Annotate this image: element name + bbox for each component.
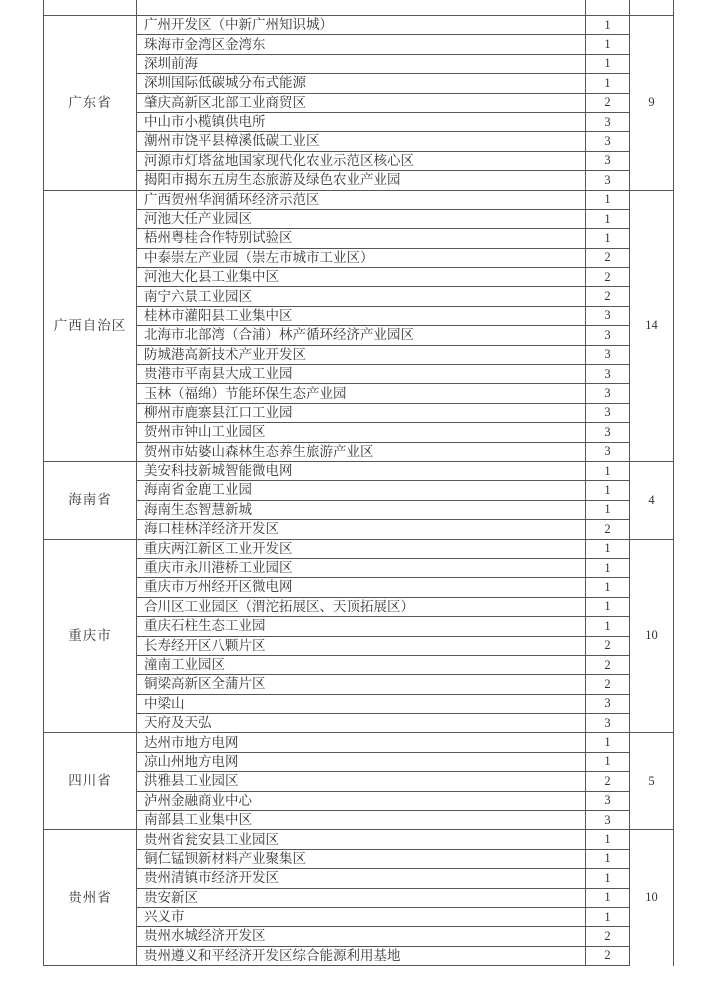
park-name-cell: 重庆石柱生态工业园 bbox=[137, 617, 586, 636]
table-row bbox=[44, 636, 674, 655]
park-name-cell: 海南生态智慧新城 bbox=[137, 500, 586, 519]
province-cell: 广西自治区 bbox=[44, 190, 137, 461]
batch-number-cell: 1 bbox=[586, 907, 630, 926]
park-name-cell: 柳州市鹿寨县江口工业园 bbox=[137, 403, 586, 422]
cutoff-top-cell bbox=[137, 0, 586, 16]
batch-number-cell: 1 bbox=[586, 617, 630, 636]
table-row bbox=[44, 306, 674, 325]
batch-number-cell: 1 bbox=[586, 830, 630, 849]
park-name-cell: 重庆市万州经开区微电网 bbox=[137, 578, 586, 597]
park-name-cell: 贵州水城经济开发区 bbox=[137, 927, 586, 946]
batch-number-cell: 3 bbox=[586, 345, 630, 364]
park-name-cell: 深圳前海 bbox=[137, 54, 586, 73]
park-name-cell: 深圳国际低碳城分布式能源 bbox=[137, 74, 586, 93]
table-row bbox=[44, 675, 674, 694]
province-cell: 贵州省 bbox=[44, 830, 137, 966]
table-row bbox=[44, 617, 674, 636]
batch-number-cell: 1 bbox=[586, 74, 630, 93]
table-row bbox=[44, 830, 674, 849]
park-name-cell: 达州市地方电网 bbox=[137, 733, 586, 752]
table-row bbox=[44, 248, 674, 267]
batch-number-cell: 3 bbox=[586, 403, 630, 422]
park-name-cell: 河源市灯塔盆地国家现代化农业示范区核心区 bbox=[137, 151, 586, 170]
table-row bbox=[44, 791, 674, 810]
park-name-cell: 重庆两江新区工业开发区 bbox=[137, 539, 586, 558]
batch-number-cell: 2 bbox=[586, 636, 630, 655]
park-name-cell: 潮州市饶平县樟溪低碳工业区 bbox=[137, 132, 586, 151]
table-row bbox=[44, 597, 674, 616]
batch-number-cell: 1 bbox=[586, 54, 630, 73]
table-row bbox=[44, 869, 674, 888]
table-row bbox=[44, 423, 674, 442]
park-name-cell: 凉山州地方电网 bbox=[137, 752, 586, 771]
park-name-cell: 美安科技新城智能微电网 bbox=[137, 461, 586, 480]
batch-number-cell: 3 bbox=[586, 423, 630, 442]
province-total-cell: 14 bbox=[630, 190, 674, 461]
park-name-cell: 中泰崇左产业园（崇左市城市工业区） bbox=[137, 248, 586, 267]
park-name-cell: 广州开发区（中新广州知识城） bbox=[137, 16, 586, 35]
table-row bbox=[44, 772, 674, 791]
table-body bbox=[44, 0, 674, 966]
batch-number-cell: 2 bbox=[586, 287, 630, 306]
province-total-cell: 10 bbox=[630, 539, 674, 733]
batch-number-cell: 2 bbox=[586, 520, 630, 539]
table-row bbox=[44, 326, 674, 345]
park-name-cell: 海口桂林洋经济开发区 bbox=[137, 520, 586, 539]
batch-number-cell: 1 bbox=[586, 35, 630, 54]
table-row bbox=[44, 268, 674, 287]
table-row bbox=[44, 403, 674, 422]
table-row bbox=[44, 190, 674, 209]
batch-number-cell: 2 bbox=[586, 248, 630, 267]
table-row bbox=[44, 520, 674, 539]
table-row bbox=[44, 888, 674, 907]
batch-number-cell: 1 bbox=[586, 500, 630, 519]
table-row bbox=[44, 481, 674, 500]
table-row bbox=[44, 151, 674, 170]
batch-number-cell: 3 bbox=[586, 791, 630, 810]
park-name-cell: 贵安新区 bbox=[137, 888, 586, 907]
park-name-cell: 洪雅县工业园区 bbox=[137, 772, 586, 791]
park-name-cell: 贵州省瓮安县工业园区 bbox=[137, 830, 586, 849]
batch-number-cell: 1 bbox=[586, 558, 630, 577]
park-name-cell: 海南省金鹿工业园 bbox=[137, 481, 586, 500]
park-name-cell: 梧州粤桂合作特别试验区 bbox=[137, 229, 586, 248]
cutoff-top-row bbox=[44, 0, 674, 16]
batch-number-cell: 3 bbox=[586, 384, 630, 403]
table-row bbox=[44, 733, 674, 752]
park-name-cell: 兴义市 bbox=[137, 907, 586, 926]
park-name-cell: 贺州市钟山工业园区 bbox=[137, 423, 586, 442]
park-name-cell: 铜仁锰钡新材料产业聚集区 bbox=[137, 849, 586, 868]
batch-number-cell: 1 bbox=[586, 752, 630, 771]
batch-number-cell: 2 bbox=[586, 655, 630, 674]
batch-number-cell: 3 bbox=[586, 171, 630, 190]
park-name-cell: 揭阳市揭东五房生态旅游及绿色农业产业园 bbox=[137, 171, 586, 190]
cutoff-top-cell bbox=[44, 0, 137, 16]
batch-number-cell: 2 bbox=[586, 675, 630, 694]
table-row bbox=[44, 384, 674, 403]
table-row bbox=[44, 54, 674, 73]
batch-number-cell: 2 bbox=[586, 772, 630, 791]
cutoff-top-cell bbox=[630, 0, 674, 16]
table-row bbox=[44, 946, 674, 965]
table-row bbox=[44, 112, 674, 131]
park-name-cell: 广西贺州华润循环经济示范区 bbox=[137, 190, 586, 209]
park-name-cell: 合川区工业园区（渭沱拓展区、天顶拓展区） bbox=[137, 597, 586, 616]
province-cell: 广东省 bbox=[44, 16, 137, 191]
park-name-cell: 天府及天弘 bbox=[137, 714, 586, 733]
table-row bbox=[44, 811, 674, 830]
park-name-cell: 桂林市灌阳县工业集中区 bbox=[137, 306, 586, 325]
park-name-cell: 贵州遵义和平经济开发区综合能源利用基地 bbox=[137, 946, 586, 965]
park-name-cell: 南部县工业集中区 bbox=[137, 811, 586, 830]
batch-number-cell: 3 bbox=[586, 151, 630, 170]
batch-number-cell: 1 bbox=[586, 539, 630, 558]
province-parks-table bbox=[43, 0, 674, 966]
table-row bbox=[44, 558, 674, 577]
batch-number-cell: 3 bbox=[586, 811, 630, 830]
table-row bbox=[44, 539, 674, 558]
batch-number-cell: 1 bbox=[586, 578, 630, 597]
table-row bbox=[44, 345, 674, 364]
province-cell: 四川省 bbox=[44, 733, 137, 830]
table-row bbox=[44, 442, 674, 461]
park-name-cell: 肇庆高新区北部工业商贸区 bbox=[137, 93, 586, 112]
park-name-cell: 重庆市永川港桥工业园区 bbox=[137, 558, 586, 577]
province-cell: 重庆市 bbox=[44, 539, 137, 733]
batch-number-cell: 3 bbox=[586, 326, 630, 345]
batch-number-cell: 1 bbox=[586, 481, 630, 500]
park-name-cell: 玉林（福绵）节能环保生态产业园 bbox=[137, 384, 586, 403]
batch-number-cell: 2 bbox=[586, 268, 630, 287]
park-name-cell: 河池大化县工业集中区 bbox=[137, 268, 586, 287]
table-row bbox=[44, 694, 674, 713]
batch-number-cell: 1 bbox=[586, 888, 630, 907]
batch-number-cell: 1 bbox=[586, 190, 630, 209]
batch-number-cell: 2 bbox=[586, 946, 630, 965]
park-name-cell: 泸州金融商业中心 bbox=[137, 791, 586, 810]
batch-number-cell: 1 bbox=[586, 869, 630, 888]
park-name-cell: 贵港市平南县大成工业园 bbox=[137, 365, 586, 384]
table-row bbox=[44, 287, 674, 306]
park-name-cell: 贵州清镇市经济开发区 bbox=[137, 869, 586, 888]
batch-number-cell: 3 bbox=[586, 132, 630, 151]
table-row bbox=[44, 655, 674, 674]
park-name-cell: 防城港高新技术产业开发区 bbox=[137, 345, 586, 364]
park-name-cell: 河池大任产业园区 bbox=[137, 209, 586, 228]
park-name-cell: 珠海市金湾区金湾东 bbox=[137, 35, 586, 54]
batch-number-cell: 1 bbox=[586, 461, 630, 480]
province-total-cell: 4 bbox=[630, 461, 674, 539]
batch-number-cell: 1 bbox=[586, 16, 630, 35]
table-row bbox=[44, 35, 674, 54]
table-row bbox=[44, 229, 674, 248]
batch-number-cell: 3 bbox=[586, 442, 630, 461]
table-row bbox=[44, 132, 674, 151]
batch-number-cell: 1 bbox=[586, 229, 630, 248]
table-row bbox=[44, 849, 674, 868]
park-name-cell: 南宁六景工业园区 bbox=[137, 287, 586, 306]
park-name-cell: 贺州市姑婆山森林生态养生旅游产业区 bbox=[137, 442, 586, 461]
batch-number-cell: 3 bbox=[586, 112, 630, 131]
table-row bbox=[44, 93, 674, 112]
table-row bbox=[44, 16, 674, 35]
table-row bbox=[44, 365, 674, 384]
province-total-cell: 10 bbox=[630, 830, 674, 966]
table-row bbox=[44, 927, 674, 946]
table-row bbox=[44, 500, 674, 519]
park-name-cell: 铜梁高新区全蒲片区 bbox=[137, 675, 586, 694]
batch-number-cell: 1 bbox=[586, 209, 630, 228]
table-row bbox=[44, 461, 674, 480]
park-name-cell: 中梁山 bbox=[137, 694, 586, 713]
batch-number-cell: 3 bbox=[586, 694, 630, 713]
batch-number-cell: 3 bbox=[586, 714, 630, 733]
park-name-cell: 长寿经开区八颗片区 bbox=[137, 636, 586, 655]
cutoff-top-cell bbox=[586, 0, 630, 16]
batch-number-cell: 1 bbox=[586, 733, 630, 752]
batch-number-cell: 3 bbox=[586, 365, 630, 384]
table-row bbox=[44, 714, 674, 733]
province-total-cell: 5 bbox=[630, 733, 674, 830]
park-name-cell: 中山市小榄镇供电所 bbox=[137, 112, 586, 131]
park-name-cell: 北海市北部湾（合浦）林产循环经济产业园区 bbox=[137, 326, 586, 345]
batch-number-cell: 2 bbox=[586, 927, 630, 946]
table-row bbox=[44, 907, 674, 926]
batch-number-cell: 1 bbox=[586, 597, 630, 616]
table-row bbox=[44, 171, 674, 190]
table-row bbox=[44, 752, 674, 771]
province-total-cell: 9 bbox=[630, 16, 674, 191]
batch-number-cell: 1 bbox=[586, 849, 630, 868]
table-row bbox=[44, 74, 674, 93]
table-row bbox=[44, 209, 674, 228]
province-cell: 海南省 bbox=[44, 461, 137, 539]
park-name-cell: 潼南工业园区 bbox=[137, 655, 586, 674]
batch-number-cell: 2 bbox=[586, 93, 630, 112]
batch-number-cell: 3 bbox=[586, 306, 630, 325]
table-row bbox=[44, 578, 674, 597]
